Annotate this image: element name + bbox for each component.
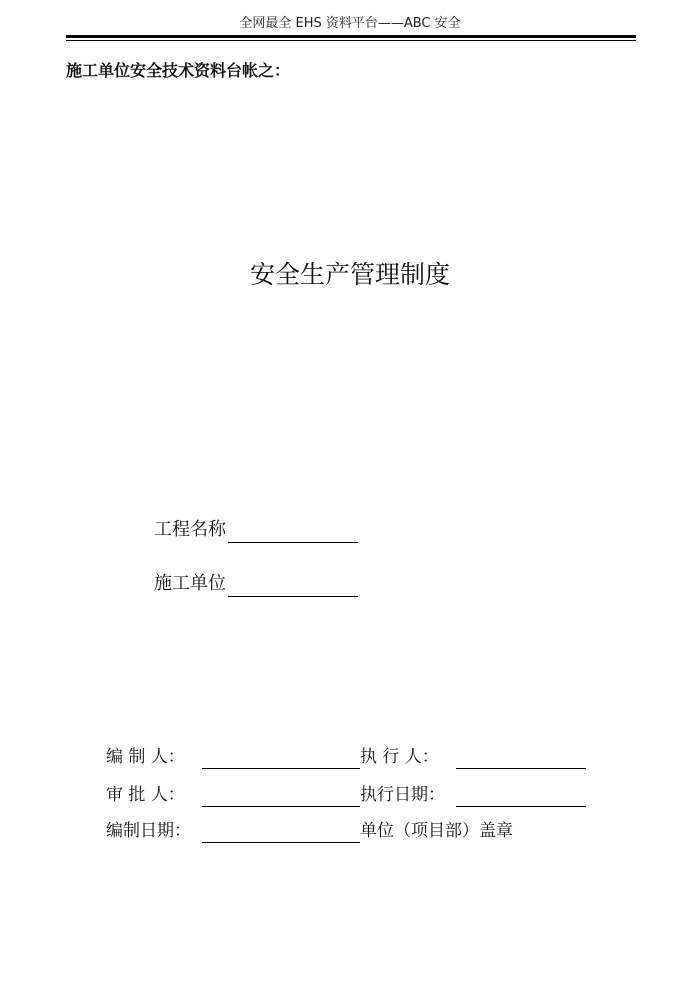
construction-unit-field: [154, 571, 358, 597]
execution-date-label: 执行日期：: [360, 785, 445, 805]
page-header-text: 全网最全 EHS 资料平台——ABC 安全: [239, 16, 461, 31]
document-title: 安全生产管理制度: [249, 260, 450, 289]
approver-label: 审 批 人：: [106, 785, 185, 805]
project-name-field: [154, 517, 358, 543]
compile-date-label: 编制日期：: [106, 821, 191, 841]
signoff-row-3: [106, 819, 513, 843]
compiler-label: 编 制 人：: [106, 747, 185, 767]
project-name-label: 工程名称: [154, 519, 226, 540]
construction-unit-label: 施工单位: [154, 573, 226, 594]
construction-unit-blank[interactable]: [228, 576, 358, 597]
executor-label: 执 行 人：: [360, 747, 439, 767]
compile-date-blank[interactable]: [202, 822, 360, 843]
compiler-blank[interactable]: [202, 748, 360, 769]
approver-blank[interactable]: [202, 786, 360, 807]
execution-date-blank[interactable]: [456, 786, 586, 807]
header-rule-thin: [66, 40, 636, 41]
document-subtitle: 施工单位安全技术资料台帐之：: [66, 61, 291, 80]
signoff-row-1: [106, 745, 586, 769]
signoff-row-2: [106, 783, 586, 807]
executor-blank[interactable]: [456, 748, 586, 769]
header-rule-thick: [66, 35, 636, 38]
seal-text: 单位（项目部）盖章: [360, 821, 513, 841]
project-name-blank[interactable]: [228, 522, 358, 543]
